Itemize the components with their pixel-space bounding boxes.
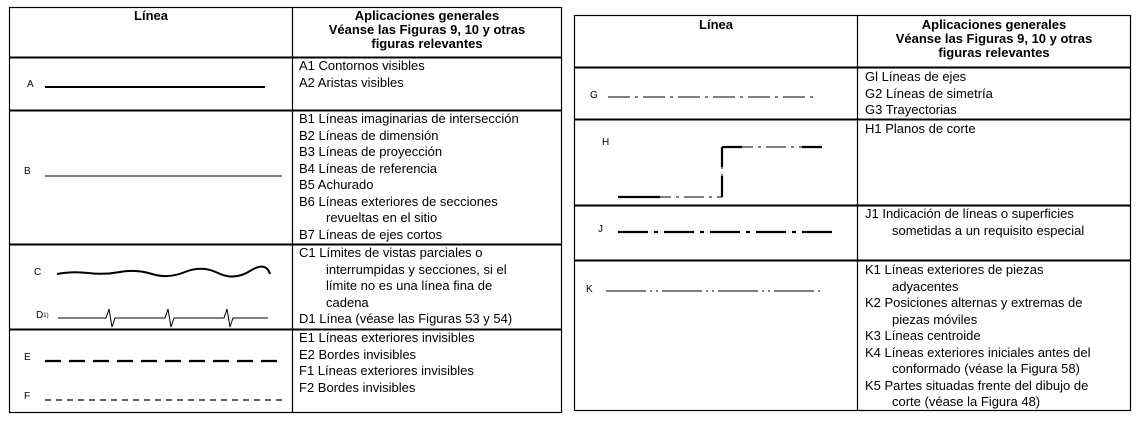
application-item: G3 Trayectorias xyxy=(865,102,957,117)
row-label-a: A xyxy=(27,79,34,90)
application-item-continuation: piezas móviles xyxy=(892,311,978,327)
row-cd-applications xyxy=(299,245,512,328)
line-sample-d xyxy=(58,309,268,327)
row-k-applications xyxy=(865,262,1090,411)
row-g-applications xyxy=(865,69,993,119)
row-label-c: C xyxy=(34,267,42,278)
application-item: K2 Posiciones alternas y extremas de xyxy=(865,295,1083,310)
application-item: C1 Límites de vistas parciales o xyxy=(299,245,483,260)
application-item: B3 Líneas de proyección xyxy=(299,144,443,159)
row-label-h: H xyxy=(602,137,610,148)
application-item-continuation: corte (véase la Figura 48) xyxy=(892,394,1041,409)
application-item: B1 Líneas imaginarias de intersección xyxy=(299,111,519,126)
row-label-d xyxy=(36,311,49,321)
left-header-line: Línea xyxy=(134,8,168,23)
application-item-continuation: interrumpidas y secciones, si el xyxy=(326,261,507,277)
right-header-applications xyxy=(858,18,1130,60)
header-applications-see: Véanse las Figuras 9, 10 y otras xyxy=(895,31,1093,46)
row-label-f: F xyxy=(24,391,31,402)
header-applications-relevant: figuras relevantes xyxy=(371,36,483,51)
header-applications-title: Aplicaciones generales xyxy=(354,8,500,23)
application-item: F1 Líneas exteriores invisibles xyxy=(299,363,474,378)
row-b-applications xyxy=(299,111,519,243)
left-header-applications xyxy=(293,9,561,51)
row-label-b: B xyxy=(24,166,31,177)
header-applications-see: Véanse las Figuras 9, 10 y otras xyxy=(328,22,526,37)
application-item: K1 Líneas exteriores de piezas xyxy=(865,262,1044,277)
header-applications-relevant: figuras relevantes xyxy=(938,45,1050,60)
application-item-continuation: cadena xyxy=(326,294,369,310)
line-sample-c xyxy=(57,267,270,277)
label-d-text: D xyxy=(36,310,44,321)
application-item-continuation: límite no es una línea fina de xyxy=(326,278,493,293)
application-item: B7 Líneas de ejes cortos xyxy=(299,226,443,242)
application-item: Gl Líneas de ejes xyxy=(865,69,967,84)
application-item: F2 Bordes invisibles xyxy=(299,379,416,395)
row-a-applications xyxy=(299,58,425,91)
application-item: D1 Línea (véase las Figuras 53 y 54) xyxy=(299,311,513,326)
application-item: B5 Achurado xyxy=(299,177,374,192)
label-d-footnote: 1) xyxy=(43,313,49,319)
row-ef-applications xyxy=(299,330,475,396)
application-item-continuation: conformado (véase la Figura 58) xyxy=(892,361,1080,376)
application-item: K5 Partes situadas frente del dibujo de xyxy=(865,377,1089,393)
application-item: K4 Líneas exteriores iniciales antes del xyxy=(865,344,1091,360)
row-label-g: G xyxy=(590,90,598,101)
application-item: K3 Líneas centroide xyxy=(865,328,981,343)
application-item: B4 Líneas de referencia xyxy=(299,160,438,176)
row-j-applications xyxy=(865,206,1084,239)
application-item-continuation: revueltas en el sitio xyxy=(326,210,438,225)
header-applications-title: Aplicaciones generales xyxy=(921,17,1067,32)
line-sample-h xyxy=(618,147,822,197)
row-label-j: J xyxy=(598,224,603,235)
application-item: H1 Planos de corte xyxy=(865,121,976,136)
application-item: J1 Indicación de líneas o superficies xyxy=(865,206,1074,221)
row-label-e: E xyxy=(24,352,31,363)
application-item: E1 Líneas exteriores invisibles xyxy=(299,330,475,345)
right-header-line: Línea xyxy=(699,17,733,32)
application-item: A1 Contornos visibles xyxy=(299,58,425,73)
application-item: B2 Líneas de dimensión xyxy=(299,127,439,143)
application-item: B6 Líneas exteriores de secciones xyxy=(299,193,498,209)
row-label-k: K xyxy=(586,284,593,295)
application-item: A2 Aristas visibles xyxy=(299,74,404,90)
application-item-continuation: adyacentes xyxy=(892,278,959,294)
application-item: E2 Bordes invisibles xyxy=(299,346,417,362)
row-h-applications xyxy=(865,121,976,138)
application-item: G2 Líneas de simetría xyxy=(865,85,993,101)
application-item-continuation: sometidas a un requisito especial xyxy=(892,222,1085,238)
